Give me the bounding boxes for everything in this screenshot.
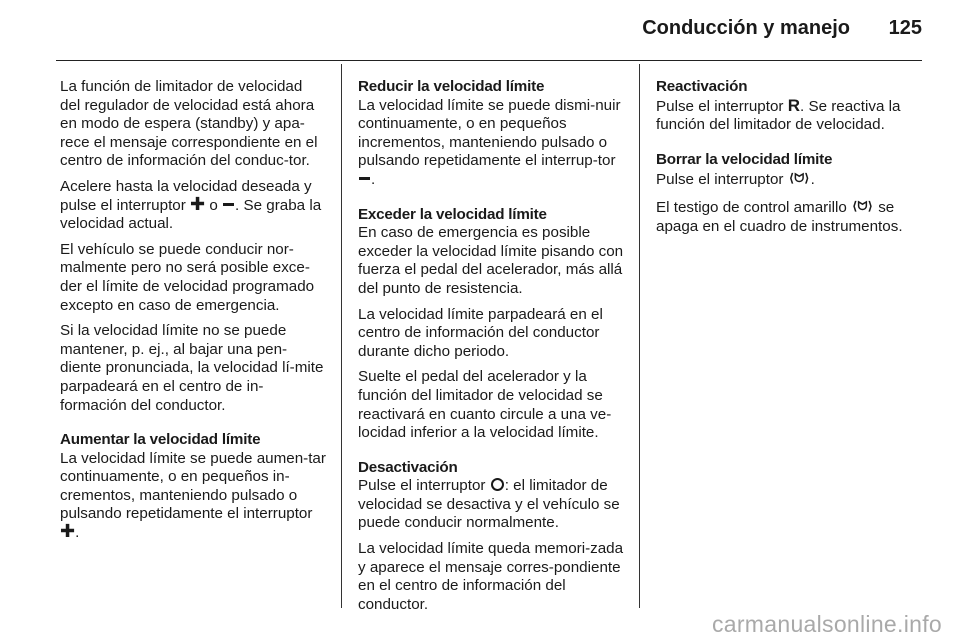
header-rule bbox=[56, 60, 922, 61]
watermark: carmanualsonline.info bbox=[711, 611, 942, 637]
paragraph: Suelte el pedal del acelerador y la función del limitador de velocidad se reactivará en cuanto circule a una ve-locidad inferior a la velocidad límite. bbox=[358, 368, 612, 442]
ring-icon bbox=[491, 478, 504, 491]
text: . bbox=[75, 524, 80, 542]
text: El testigo de control amarillo bbox=[656, 198, 847, 216]
paragraph: La velocidad límite parpadeará en el centro de información del conductor durante dicho periodo. bbox=[358, 305, 603, 360]
text: . bbox=[810, 171, 815, 189]
paragraph bbox=[656, 169, 924, 190]
text: Pulse el interruptor bbox=[656, 171, 784, 189]
section-heading: Borrar la velocidad límite bbox=[656, 150, 833, 168]
text: . Se graba la velocidad actual. bbox=[60, 196, 322, 233]
text: . Se reactiva la función del limitador de velocidad. bbox=[656, 97, 901, 134]
text: La velocidad límite se puede dismi-nuir continuamente, o en pequeños incrementos, manteniendo pulsado o pulsando repetidamente el interrup-tor bbox=[358, 96, 621, 170]
paragraph: En caso de emergencia es posible exceder la velocidad límite pisando con fuerza el pedal del acelerador, más allá del punto de resistencia. bbox=[358, 224, 624, 297]
plus-icon: ✚ bbox=[190, 193, 206, 214]
column-2 bbox=[358, 78, 626, 621]
text: Pulse el interruptor bbox=[656, 97, 784, 115]
text: . bbox=[371, 170, 376, 188]
text: Pulse el interruptor bbox=[358, 477, 486, 495]
paragraph bbox=[358, 477, 626, 533]
text: se apaga en el cuadro de instrumentos. bbox=[656, 198, 903, 235]
paragraph bbox=[656, 97, 924, 135]
speed-limiter-icon: ⟨ᗢ⟩ bbox=[852, 198, 873, 213]
text: Acelere hasta la velocidad deseada y pulse el interruptor bbox=[60, 177, 312, 214]
paragraph: Si la velocidad límite no se puede mantener, p. ej., al bajar una pen-diente pronunciada, la velocidad lí-mite parpadeará en el centro de in-formación del conductor. bbox=[60, 322, 324, 414]
section-heading: Reactivación bbox=[656, 78, 748, 95]
page-number: 125 bbox=[888, 17, 922, 39]
column-divider-1 bbox=[341, 64, 342, 608]
column-3 bbox=[656, 78, 924, 243]
page-header bbox=[0, 0, 960, 62]
paragraph: La función de limitador de velocidad del regulador de velocidad está ahora en modo de espera (standby) y apa-rece el mensaje correspondiente en el centro de información del conduc-tor. bbox=[60, 78, 318, 170]
r-switch-symbol: R bbox=[787, 95, 800, 115]
text: La velocidad límite se puede aumen-tar continuamente, o en pequeños in-crementos, manteniendo pulsado o pulsando repetidamente el interruptor bbox=[60, 449, 326, 523]
paragraph: La velocidad límite queda memori-zada y aparece el mensaje corres-pondiente en el centro de información del conductor. bbox=[358, 540, 624, 613]
plus-icon: ✚ bbox=[60, 521, 76, 542]
minus-icon bbox=[359, 177, 370, 180]
paragraph bbox=[656, 197, 924, 236]
section-heading: Exceder la velocidad límite bbox=[358, 205, 547, 223]
column-divider-2 bbox=[639, 64, 640, 608]
page-title: Conducción y manejo bbox=[642, 17, 850, 39]
section-heading: Aumentar la velocidad límite bbox=[60, 431, 261, 449]
column-1 bbox=[60, 78, 326, 550]
paragraph bbox=[60, 450, 326, 543]
minus-icon bbox=[223, 203, 234, 206]
speed-limiter-icon: ⟨ᗢ⟩ bbox=[788, 171, 810, 186]
section-heading: Desactivación bbox=[358, 458, 458, 476]
section-heading: Reducir la velocidad límite bbox=[358, 78, 545, 95]
text: : el limitador de velocidad se desactiva y el vehículo se puede conducir normalmente. bbox=[358, 477, 620, 532]
paragraph: El vehículo se puede conducir nor-malmente pero no será posible exce-der el límite de velocidad programado excepto en caso de emergencia. bbox=[60, 240, 315, 314]
paragraph bbox=[358, 97, 626, 190]
paragraph bbox=[60, 178, 326, 234]
text: o bbox=[209, 196, 218, 214]
